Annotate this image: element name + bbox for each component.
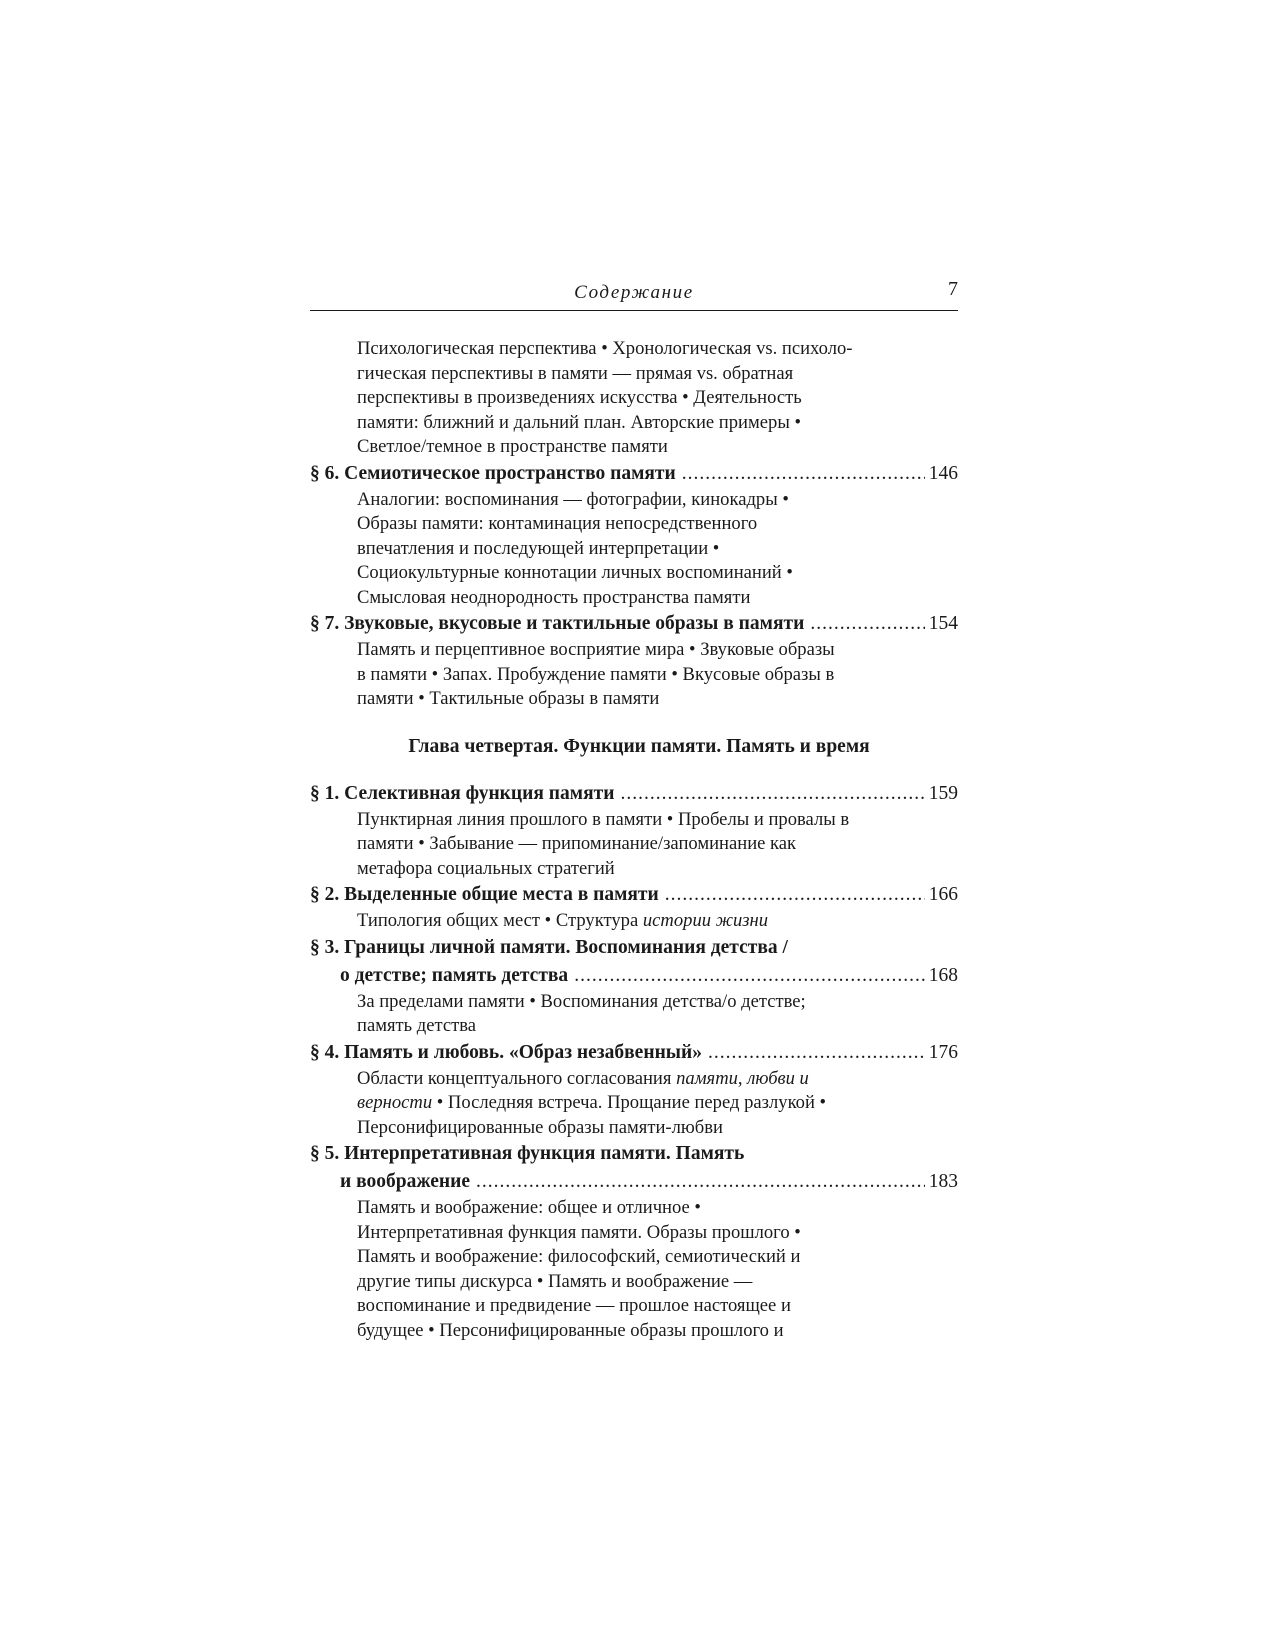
entry-page: 168: [928, 964, 958, 986]
desc-line: памяти: ближний и дальний план. Авторские примеры •: [357, 411, 801, 433]
dot-leader: [574, 962, 925, 990]
desc-line: [357, 909, 917, 934]
toc-entry-ch4-s2: [310, 881, 958, 934]
dot-leader: [810, 610, 924, 638]
desc-line: Память и воображение: философский, семиотический и: [357, 1246, 801, 1267]
running-title: Содержание: [574, 282, 694, 303]
toc-entry-s6: [310, 460, 958, 611]
entry-heading[interactable]: [310, 780, 958, 808]
dot-leader: [708, 1039, 925, 1067]
desc-line: воспоминание и предвидение — прошлое настоящее и: [357, 1295, 791, 1316]
entry-page: 166: [928, 884, 958, 905]
desc-line: перспективы в произведениях искусства • Деятельность: [357, 387, 802, 408]
desc-line: памяти • Забывание — припоминание/запоминание как: [357, 833, 797, 854]
entry-page: 146: [928, 462, 958, 484]
entry-title: о детстве; память детства: [340, 964, 569, 986]
desc-line: Смысловая неоднородность пространства памяти: [357, 586, 751, 608]
desc-line: Память и воображение: общее и отличное •: [357, 1197, 701, 1218]
desc-line: будущее • Персонифицированные образы прошлого и: [357, 1319, 784, 1341]
toc-entry-ch4-s3: [310, 934, 958, 1039]
entry-page: 154: [928, 613, 958, 634]
entry-title: § 1. Селективная функция памяти: [310, 782, 615, 804]
entry-description: [357, 808, 917, 882]
desc-line: Пунктирная линия прошлого в памяти • Пробелы и провалы в: [357, 808, 850, 830]
desc-line: Персонифицированные образы памяти-любви: [357, 1116, 723, 1138]
entry-title: и воображение: [340, 1171, 471, 1192]
entry-page: 159: [928, 782, 958, 804]
toc-entry-ch4-s4: [310, 1039, 958, 1141]
entry-heading[interactable]: [310, 610, 958, 638]
desc-line: За пределами памяти • Воспоминания детства/о детстве;: [357, 990, 806, 1012]
desc-line: другие типы дискурса • Память и воображение —: [357, 1270, 753, 1292]
desc-line: Светлое/темное в пространстве памяти: [357, 436, 668, 457]
dot-leader: [476, 1168, 925, 1196]
entry-heading[interactable]: [310, 1168, 958, 1196]
desc-line: в памяти • Запах. Пробуждение памяти • Вкусовые образы в: [357, 663, 835, 685]
toc-entry-ch4-s5: [310, 1140, 958, 1343]
desc-text: Области концептуального согласования: [357, 1067, 677, 1089]
entry-heading[interactable]: [310, 962, 958, 990]
desc-line: Аналогии: воспоминания — фотографии, кинокадры •: [357, 488, 789, 510]
desc-line: гическая перспективы в памяти — прямая vs. обратная: [357, 362, 794, 384]
desc-line: память детства: [357, 1015, 477, 1036]
desc-line: Психологическая перспектива • Хронологическая vs. психоло-: [357, 338, 853, 359]
desc-line: впечатления и последующей интерпретации •: [357, 537, 720, 559]
entry-description: [357, 990, 917, 1039]
entry-title: § 2. Выделенные общие места в памяти: [310, 884, 659, 905]
entry-page: 183: [928, 1171, 958, 1192]
entry-page: 176: [928, 1041, 958, 1063]
toc-page: [310, 278, 958, 1343]
entry-title: § 6. Семиотическое пространство памяти: [310, 462, 676, 484]
toc-entry-s7: [310, 610, 958, 712]
entry-description: [357, 1067, 917, 1141]
desc-italic: памяти: [676, 1067, 738, 1089]
entry-heading-line1[interactable]: § 5. Интерпретативная функция памяти. Память: [310, 1143, 745, 1164]
toc-entry-ch4-s1: [310, 780, 958, 882]
dot-leader: [620, 780, 924, 808]
desc-line: метафора социальных стратегий: [357, 857, 615, 879]
desc-text: ,: [737, 1067, 748, 1089]
entry-description: [357, 638, 917, 712]
running-header: [310, 278, 958, 311]
dot-leader: [682, 460, 925, 488]
chapter-title: Глава четвертая. Функции памяти. Память и время: [408, 735, 870, 757]
page-number: 7: [948, 278, 958, 300]
entry-heading[interactable]: [310, 881, 958, 909]
desc-line: Интерпретативная функция памяти. Образы прошлого •: [357, 1221, 801, 1243]
desc-line: Память и перцептивное восприятие мира • Звуковые образы: [357, 639, 835, 660]
desc-italic: любви и: [747, 1067, 809, 1089]
entry-title: § 4. Память и любовь. «Образ незабвенный»: [310, 1041, 703, 1063]
entry-description: [357, 909, 917, 934]
desc-line: Социокультурные коннотации личных воспоминаний •: [357, 562, 793, 583]
dot-leader: [665, 881, 925, 909]
entry-heading[interactable]: [310, 1039, 958, 1067]
entry-description: [357, 1196, 917, 1343]
desc-italic: верности: [357, 1092, 433, 1113]
desc-italic: истории жизни: [642, 910, 769, 931]
entry-title: § 7. Звуковые, вкусовые и тактильные образы в памяти: [310, 613, 805, 634]
desc-line: памяти • Тактильные образы в памяти: [357, 688, 660, 709]
entry-description: [357, 488, 917, 611]
entry-heading-line1[interactable]: § 3. Границы личной памяти. Воспоминания детства /: [310, 936, 788, 958]
desc-text: Типология общих мест • Структура: [357, 910, 643, 931]
desc-line: Образы памяти: контаминация непосредственного: [357, 513, 758, 534]
desc-text: • Последняя встреча. Прощание перед разлукой •: [432, 1092, 827, 1113]
continued-description: [357, 337, 917, 460]
desc-line: [357, 1067, 917, 1092]
entry-heading[interactable]: [310, 460, 958, 488]
desc-line: [357, 1091, 917, 1116]
